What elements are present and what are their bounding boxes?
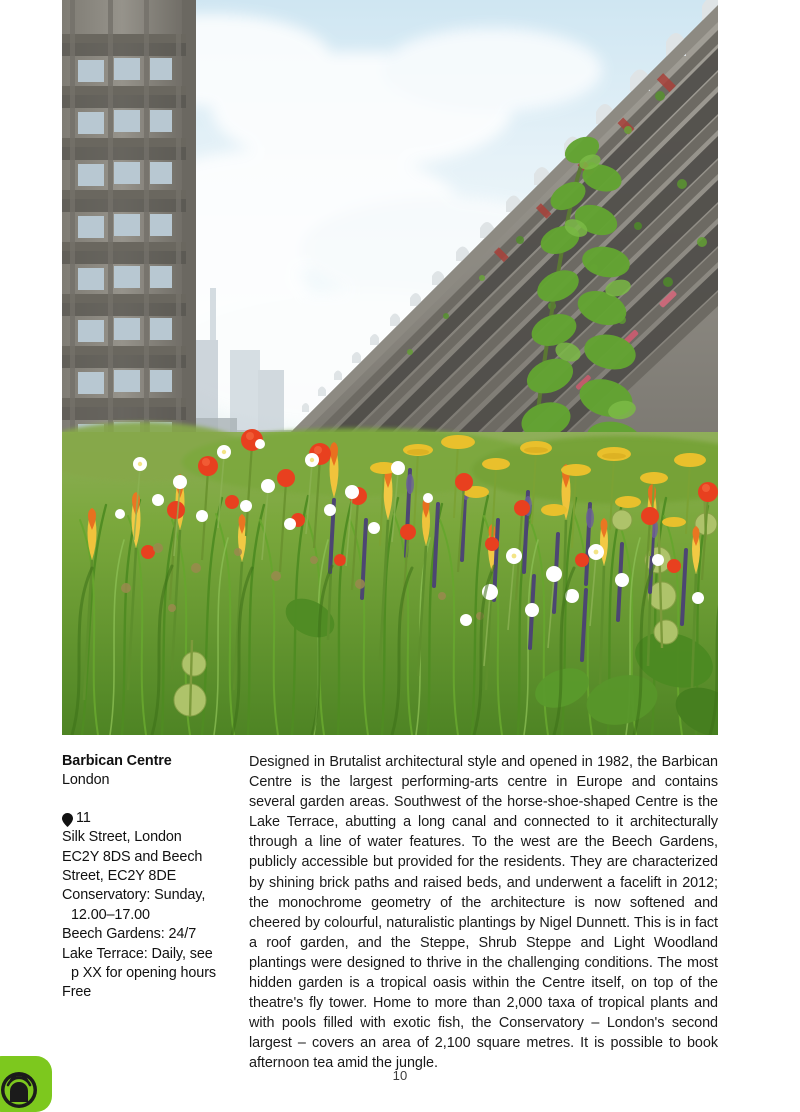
entry-body-column: [249, 752, 718, 1074]
detail-line: Lake Terrace: Daily, see: [62, 945, 213, 962]
map-pin-icon: [62, 813, 73, 827]
detail-line: Street, EC2Y 8DE: [62, 868, 177, 885]
detail-line: Beech Gardens: 24/7: [62, 926, 197, 943]
map-reference: [62, 809, 242, 828]
map-pin-number: 11: [76, 809, 91, 826]
photo-illustration: [62, 0, 718, 735]
dome-arcs-logo-icon: [0, 1056, 52, 1112]
publisher-logo-badge: [0, 1056, 52, 1112]
entry-city: London: [62, 772, 110, 789]
page-number: 10: [392, 1068, 408, 1083]
detail-line: Conservatory: Sunday,: [62, 887, 206, 904]
detail-line: p XX for opening hours: [71, 965, 217, 982]
detail-line: Silk Street, London: [62, 829, 182, 846]
entry-info-column: [62, 752, 242, 1003]
entry-details-block: [62, 809, 242, 1003]
detail-line: EC2Y 8DS and Beech: [62, 848, 203, 865]
tower-block: [62, 0, 196, 490]
entry-body-text: Designed in Brutalist architectural style and opened in 1982, the Barbican Centre is the largest performing-arts centre in Europe and contains several garden areas. Southwest of the horse-shoe-shaped Centre is the Lake Terrace, abutting a long canal and connected to it architecturally through a line of water features. To the west are the Beech Gardens, publicly accessible but provided for the residents. They are characterized by shining brick paths and raised beds, and underwent a facelift in 2012; the monochrome geometry of the architecture is now softened and cheered by colourful, naturalistic plantings by Nigel Dunnett. This is in fact a roof garden, and the Steppe, Shrub Steppe and Light Woodland plantings were designed to thrive in the challenging conditions. The most hidden garden is a tropical oasis within the Centre itself, on top of the theatre's fly tower. Home to more than 2,000 taxa of tropical plants and with pools filled with exotic fish, the Conservatory – London's second largest – covers an area of 2,100 square metres. It is possible to book afternoon tea amid the jungle.: [249, 754, 718, 1072]
detail-line: 12.00–17.00: [71, 906, 150, 923]
entry-detail-lines: [62, 828, 242, 1003]
page-title: Barbican Centre: [62, 753, 172, 769]
detail-line: Free: [62, 984, 92, 1001]
feature-photograph: [62, 0, 718, 735]
